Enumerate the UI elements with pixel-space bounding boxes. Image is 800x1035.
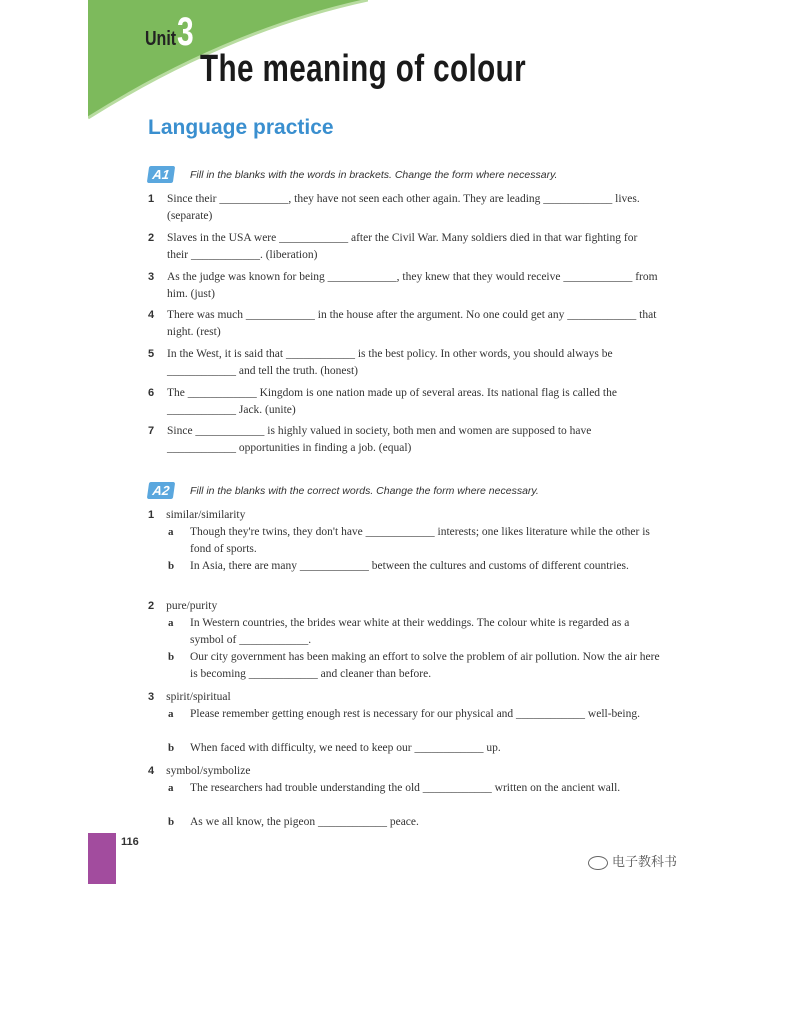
- watermark: [588, 851, 677, 870]
- sub-letter: a: [168, 617, 174, 629]
- a1-item: [148, 230, 658, 264]
- item-number: 3: [148, 271, 155, 283]
- item-number: 6: [148, 387, 155, 399]
- sub-item: [168, 780, 663, 797]
- page-title: The meaning of colour: [200, 48, 527, 90]
- a1-item: [148, 269, 658, 303]
- word-pair-heading: [148, 763, 250, 780]
- item-text: In the West, it is said that ____________ is the best policy. In other words, you should always be ____________ and tell the truth. (honest): [167, 348, 613, 377]
- item-text: Since ____________ is highly valued in society, both men and women are supposed to have ____________ opportunities in finding a job. (equal): [167, 425, 592, 454]
- sub-item: [168, 649, 663, 683]
- group-number: 1: [148, 509, 155, 521]
- word-pair: symbol/symbolize: [166, 765, 251, 777]
- sub-item: [168, 524, 663, 558]
- a1-badge: A1: [147, 166, 175, 183]
- sub-letter: a: [168, 708, 174, 720]
- sub-text: In Western countries, the brides wear white at their weddings. The colour white is regarded as a symbol of ____________.: [190, 617, 630, 646]
- sub-item: [168, 814, 663, 831]
- sub-item: [168, 558, 663, 575]
- word-pair: similar/similarity: [166, 509, 246, 521]
- wechat-icon: [588, 856, 608, 870]
- group-number: 3: [148, 691, 155, 703]
- unit-label: Unit: [145, 28, 177, 50]
- item-number: 5: [148, 348, 155, 360]
- sub-text: In Asia, there are many ____________ between the cultures and customs of different countries.: [190, 560, 629, 572]
- group-number: 2: [148, 600, 155, 612]
- word-pair: pure/purity: [166, 600, 218, 612]
- item-text: Since their ____________, they have not seen each other again. They are leading ____________ lives. (separate): [167, 193, 640, 222]
- sub-letter: b: [168, 651, 175, 663]
- a1-instruction: Fill in the blanks with the words in brackets. Change the form where necessary.: [190, 169, 558, 181]
- sub-item: [168, 706, 663, 723]
- sub-text: When faced with difficulty, we need to keep our ____________ up.: [190, 742, 501, 754]
- word-pair: spirit/spiritual: [166, 691, 231, 703]
- sub-letter: a: [168, 526, 174, 538]
- item-number: 4: [148, 309, 155, 321]
- a1-item: [148, 346, 658, 380]
- page-tab-accent: [88, 833, 116, 884]
- a1-item: [148, 307, 658, 341]
- sub-letter: b: [168, 742, 175, 754]
- unit-number: 3: [177, 10, 194, 54]
- sub-text: As we all know, the pigeon ____________ peace.: [190, 816, 419, 828]
- sub-item: [168, 615, 663, 649]
- a1-item: [148, 191, 658, 225]
- watermark-text: 电子教科书: [612, 855, 678, 870]
- sub-letter: b: [168, 560, 175, 572]
- sub-text: The researchers had trouble understanding the old ____________ written on the ancient wall.: [190, 782, 621, 794]
- a2-badge: A2: [147, 482, 175, 499]
- item-number: 1: [148, 193, 155, 205]
- item-text: As the judge was known for being ____________, they knew that they would receive ____________ from him. (just): [167, 271, 658, 300]
- section-title: Language practice: [148, 116, 334, 139]
- group-number: 4: [148, 765, 155, 777]
- a1-item: [148, 423, 658, 457]
- sub-text: Though they're twins, they don't have ____________ interests; one likes literature while the other is fond of sports.: [190, 526, 650, 555]
- a2-instruction: Fill in the blanks with the correct words. Change the form where necessary.: [190, 485, 539, 497]
- word-pair-heading: [148, 598, 217, 615]
- sub-letter: b: [168, 816, 175, 828]
- sub-letter: a: [168, 782, 174, 794]
- a1-item: [148, 385, 658, 419]
- item-number: 2: [148, 232, 155, 244]
- word-pair-heading: [148, 507, 245, 524]
- sub-text: Please remember getting enough rest is necessary for our physical and ____________ well-being.: [190, 708, 640, 720]
- sub-item: [168, 740, 663, 757]
- word-pair-heading: [148, 689, 231, 706]
- item-text: The ____________ Kingdom is one nation made up of several areas. Its national flag is called the ____________ Jack. (unite): [167, 387, 617, 416]
- page-number: 116: [121, 836, 139, 848]
- item-number: 7: [148, 425, 155, 437]
- sub-text: Our city government has been making an effort to solve the problem of air pollution. Now the air here is becoming ____________ and cleaner than before.: [190, 651, 660, 680]
- item-text: There was much ____________ in the house after the argument. No one could get any ____________ that night. (rest): [167, 309, 657, 338]
- item-text: Slaves in the USA were ____________ after the Civil War. Many soldiers died in that war fighting for their ____________. (liberation): [167, 232, 638, 261]
